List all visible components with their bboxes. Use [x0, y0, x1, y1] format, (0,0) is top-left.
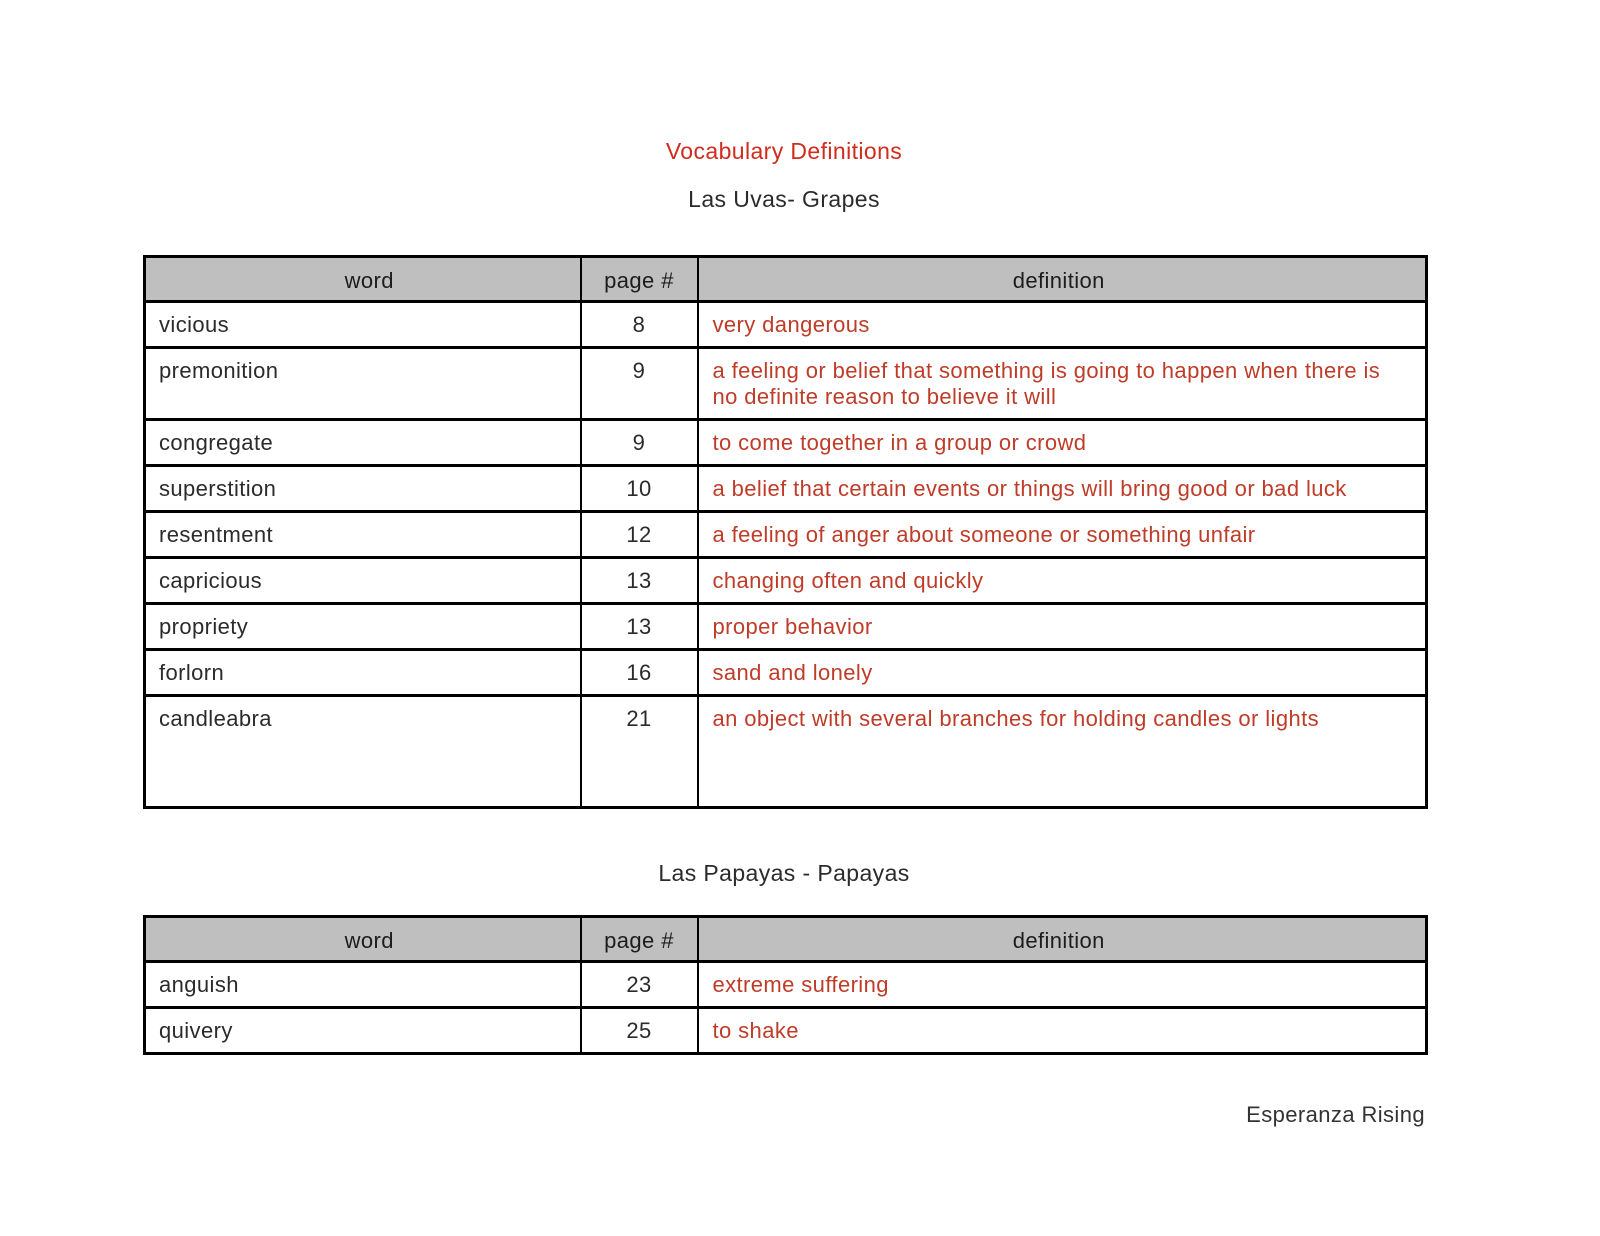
table-body-las-papayas	[145, 962, 1427, 1054]
column-header-definition: definition	[698, 917, 1427, 962]
definition-cell: an object with several branches for holding candles or lights	[698, 696, 1427, 808]
table-row	[145, 420, 1427, 466]
word-cell: premonition	[145, 348, 581, 420]
definition-cell: changing often and quickly	[698, 558, 1427, 604]
word-cell: quivery	[145, 1008, 581, 1054]
definition-cell: to shake	[698, 1008, 1427, 1054]
column-header-word: word	[145, 917, 581, 962]
table-row	[145, 558, 1427, 604]
page-number-cell: 23	[581, 962, 698, 1008]
section-heading-las-papayas: Las Papayas - Papayas	[658, 860, 910, 886]
word-cell: capricious	[145, 558, 581, 604]
section-heading-las-uvas: Las Uvas- Grapes	[688, 186, 880, 212]
definition-cell: a feeling or belief that something is going to happen when there is no definite reason to believe it will	[698, 348, 1427, 420]
page-title: Vocabulary Definitions	[665, 138, 903, 164]
word-cell: vicious	[145, 302, 581, 348]
page-number-cell: 9	[581, 348, 698, 420]
column-header-page: page #	[581, 257, 698, 302]
table-row	[145, 466, 1427, 512]
definition-cell: a belief that certain events or things will bring good or bad luck	[698, 466, 1427, 512]
column-header-word: word	[145, 257, 581, 302]
word-cell: superstition	[145, 466, 581, 512]
vocab-table-las-uvas	[143, 255, 1428, 809]
definition-cell: sand and lonely	[698, 650, 1427, 696]
table-row	[145, 512, 1427, 558]
definition-cell: a feeling of anger about someone or something unfair	[698, 512, 1427, 558]
page-number-cell: 21	[581, 696, 698, 808]
table-row	[145, 302, 1427, 348]
page-number-cell: 16	[581, 650, 698, 696]
page-number-cell: 9	[581, 420, 698, 466]
column-header-definition: definition	[698, 257, 1427, 302]
table-header-row	[145, 257, 1427, 302]
definition-cell: proper behavior	[698, 604, 1427, 650]
word-cell: resentment	[145, 512, 581, 558]
page-number-cell: 8	[581, 302, 698, 348]
page-number-cell: 10	[581, 466, 698, 512]
definition-cell: extreme suffering	[698, 962, 1427, 1008]
table-row	[145, 604, 1427, 650]
word-cell: forlorn	[145, 650, 581, 696]
page-number-cell: 13	[581, 604, 698, 650]
word-cell: anguish	[145, 962, 581, 1008]
table-row	[145, 650, 1427, 696]
page-number-cell: 13	[581, 558, 698, 604]
definition-cell: very dangerous	[698, 302, 1427, 348]
word-cell: propriety	[145, 604, 581, 650]
table-row	[145, 696, 1427, 808]
table-row	[145, 1008, 1427, 1054]
table-header-row	[145, 917, 1427, 962]
definition-cell: to come together in a group or crowd	[698, 420, 1427, 466]
word-cell: congregate	[145, 420, 581, 466]
footer-book-title: Esperanza Rising	[1246, 1102, 1425, 1127]
table-row	[145, 962, 1427, 1008]
word-cell: candleabra	[145, 696, 581, 808]
vocab-table-las-papayas	[143, 915, 1428, 1055]
column-header-page: page #	[581, 917, 698, 962]
table-body-las-uvas	[145, 302, 1427, 808]
page-number-cell: 25	[581, 1008, 698, 1054]
table-row	[145, 348, 1427, 420]
page-number-cell: 12	[581, 512, 698, 558]
